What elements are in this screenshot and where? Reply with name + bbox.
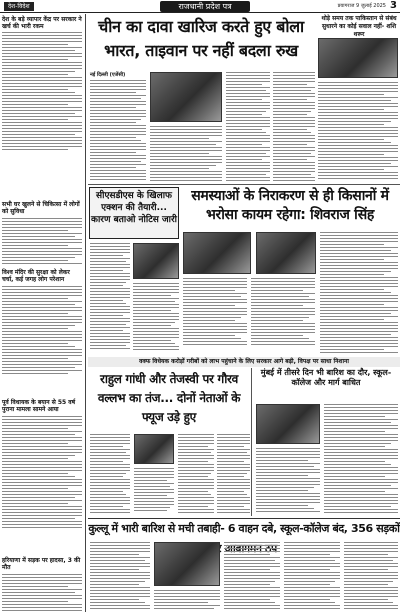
kullu-body-col-2 [154,590,220,611]
csds-headline-box: सीएसडीएस के खिलाफ एक्शन की तैयारी... कारण बताओ नोटिस जारी [89,187,179,239]
farmer-body-col-3 [320,232,398,355]
farmer-photo-2 [256,232,316,274]
left-news-column [0,14,86,612]
rahul-headline: राहुल गांधी और तेजस्वी पर गौरव वल्लभ का तंज... दोनों नेताओं के फ्यूज उड़े हुए [97,372,241,424]
farmer-photo-1 [183,232,251,274]
left-story-5-title: हरियाणा में सड़क पर हादसा, 3 की मौत [2,557,81,571]
kullu-body-col-5 [344,542,398,611]
kullu-body-col-3 [224,542,280,611]
issue-date: प्रयागराज 9 जुलाई 2025 [337,3,386,9]
page-number: 3 [390,0,397,11]
left-story-1-title: देश के बड़े व्यापार केंद्र पर सरकार ने खर्च की भारी रकम [2,16,82,30]
csds-photo [133,243,179,279]
kullu-body-col-4 [284,542,340,611]
lead-body-col-4 [273,72,315,183]
left-story-2-title: सभी घर खुलने से चिकित्सा में लोगों को सुविधा [2,201,80,215]
rahul-body-col-3 [178,434,214,515]
rahul-body-col-4 [217,434,250,515]
left-story-5-body [2,574,82,612]
mumbai-body-col-1 [256,448,320,514]
farmer-body-col-1 [183,278,247,347]
left-story-1-body [2,32,82,152]
csds-body-col-1 [90,243,130,351]
farmer-body-col-2 [251,278,315,347]
csds-body-col-2 [133,283,179,352]
rahul-body-col-1 [90,434,130,515]
kullu-headline: कुल्लू में भारी बारिश से मची तबाही- 6 वाहन दबे, स्कूल-कॉलेज बंद, 356 सड़कों [88,518,400,538]
farmer-headline: समस्याओं के निराकरण से ही किसानों में भरोसा कायम रहेगा: शिवराज सिंह [191,188,389,223]
kullu-body-col-1 [90,542,150,611]
tharoor-headline: थोड़े समय तक पाकिस्तान से संबंध सुधारने का कोई सवाल नहीं- शशि थरूर [321,15,397,38]
lead-headline-line-2: भारत, ताइवान पर नहीं बदला रुख [104,41,298,60]
lead-headline [90,15,312,70]
lead-body-col-3 [226,72,270,183]
page-header [0,0,400,13]
lead-photo [150,72,222,122]
left-story-4-body [2,416,82,530]
kullu-photo [154,542,220,586]
mumbai-photo [256,404,320,444]
lead-headline-line-1: चीन का दावा खारिज करते हुए बोला [98,17,304,36]
lead-body-col-1 [90,80,146,182]
left-story-3-body [2,286,82,376]
lead-byline: नई दिल्ली (एजेंसी) [90,72,126,78]
left-story-4-title: पूर्व विधायक के बयान से 55 वर्ष पुराना मामला सामने आया [2,399,76,413]
left-story-2-body [2,218,82,266]
waqf-strip-headline: वक्फ विधेयक करोड़ों गरीबों को लाभ पहुंचाने के लिए सरकार आगे बढ़ी, विपक्ष पर साधा निशाना [88,357,400,367]
tharoor-story-body [318,82,398,181]
section-tag: देश-विदेश [4,2,34,11]
lead-body-col-2 [150,126,222,183]
rahul-photo [134,434,174,464]
masthead: राजधानी प्रदेश पत्र [160,1,250,12]
mumbai-body-col-2 [324,404,398,515]
tharoor-photo [318,38,398,78]
mumbai-headline: मुंबई में तीसरे दिन भी बारिश का दौर, स्कूल-कॉलेज और मार्ग बाधित [260,368,392,387]
rahul-body-col-2 [134,468,174,513]
left-story-3-title: विश्व मंदिर की सुरक्षा को लेकर चर्चा, कई जगह लोग परेशान [2,269,70,283]
section-divider-1 [88,184,400,185]
